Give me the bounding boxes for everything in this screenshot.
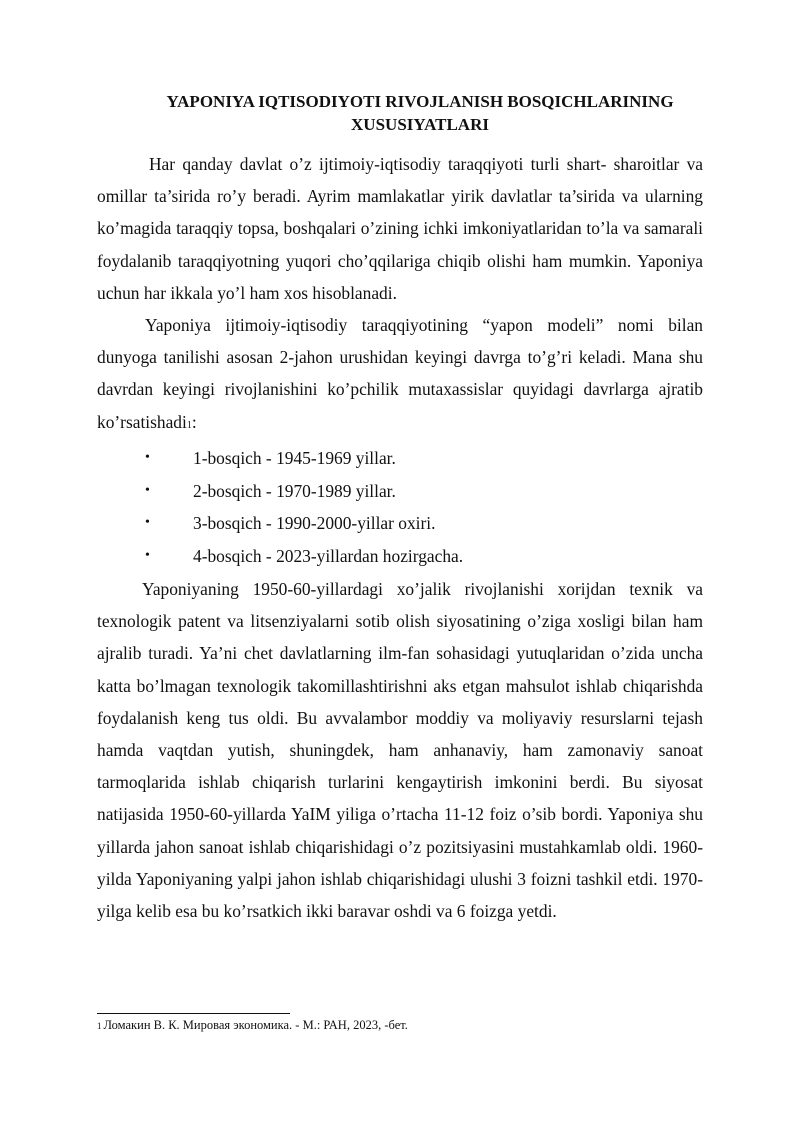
title-line-1: YAPONIYA IQTISODIYOTI RIVOJLANISH BOSQICHLARINING <box>166 92 674 111</box>
bullet-icon: • <box>145 482 150 498</box>
footnote <box>97 1017 408 1034</box>
bullet-icon: • <box>145 449 150 465</box>
paragraph-economic-development: Yaponiyaning 1950-60-yillardagi xo’jalik rivojlanishi xorijdan texnik va texnologik patent va litsenziyalarni sotib olish siyosatining o’ziga xosligi bilan ham ajralib turadi. Ya’ni chet davlatlarning ilm-fan sohasidagi yutuqlaridan o’zida uncha katta bo’lmagan texnologik takomillashtirishni aks etgan mahsulot ishlab chiqarishda foydalanish keng tus oldi. Bu avvalambor moddiy va moliyaviy resurslarni tejash hamda vaqtdan yutish, shuningdek, ham anhanaviy, ham zamonaviy sanoat tarmoqlarida ishlab chiqarish turlarini kengaytirish imkonini berdi. Bu siyosat natijasida 1950-60-yillarda YaIM yiligа o’rtacha 11-12 foiz o’sib bordi. Yaponiya shu yillarda jahon sanoat ishlab chiqarishidagi o’z pozitsiyasini mustahkamlab oldi. 1960-yilda Yaponiyaning yalpi jahon ishlab chiqarishidagi ulushi 3 foizni tashkil etdi. 1970-yilga kelib esa bu ko’rsatkich ikki baravar oshdi va 6 foizga yetdi. <box>97 579 703 922</box>
footnote-separator <box>97 1013 290 1014</box>
stage-text: 2-bosqich - 1970-1989 yillar. <box>193 480 396 501</box>
document-page <box>97 90 703 927</box>
document-title <box>97 90 703 136</box>
list-item <box>97 507 703 540</box>
paragraph-stages-intro <box>97 309 703 442</box>
stage-text: 1-bosqich - 1945-1969 yillar. <box>193 447 396 468</box>
paragraph-stages-intro-text: Yaponiya ijtimoiy-iqtisodiy taraqqiyotining “yapon modeli” nomi bilan dunyoga tanilishi asosan 2-jahon urushidan keyingi davrga to’g’ri keladi. Mana shu davrdan keyingi rivojlanishini ko’pchilik mutaxassislar quyidagi davrlarga ajratib ko’rsatishadi <box>97 315 703 432</box>
stage-text: 4-bosqich - 2023-yillardan hozirgacha. <box>193 546 464 567</box>
stages-list <box>97 442 703 573</box>
footnote-text: Ломакин В. К. Мировая экономика. - М.: РАН, 2023, -бет. <box>103 1018 408 1032</box>
paragraph-intro: Har qanday davlat o’z ijtimoiy-iqtisodiy taraqqiyoti turli shart- sharoitlar va omillar ta’sirida ro’y beradi. Ayrim mamlakatlar yirik davlatlar ta’sirida va ularning ko’magida taraqqiy topsa, boshqalari o’zining ichki imkoniyatlaridan to’la va samarali foydalanib taraqqiyotning yuqori cho’qqilariga chiqib olishi ham mumkin. Yaponiya uchun har ikkala yo’l ham xos hisoblanadi. <box>97 154 703 303</box>
stage-text: 3-bosqich - 1990-2000-yillar oxiri. <box>193 513 436 534</box>
paragraph-stages-intro-end: : <box>191 411 197 432</box>
bullet-icon: • <box>145 548 150 564</box>
bullet-icon: • <box>145 515 150 531</box>
title-line-2: XUSUSIYATLARI <box>351 115 489 134</box>
list-item <box>97 442 703 475</box>
list-item <box>97 540 703 573</box>
footnote-reference[interactable]: 1 <box>186 419 192 431</box>
list-item <box>97 475 703 508</box>
footnote-number: 1 <box>97 1021 102 1031</box>
